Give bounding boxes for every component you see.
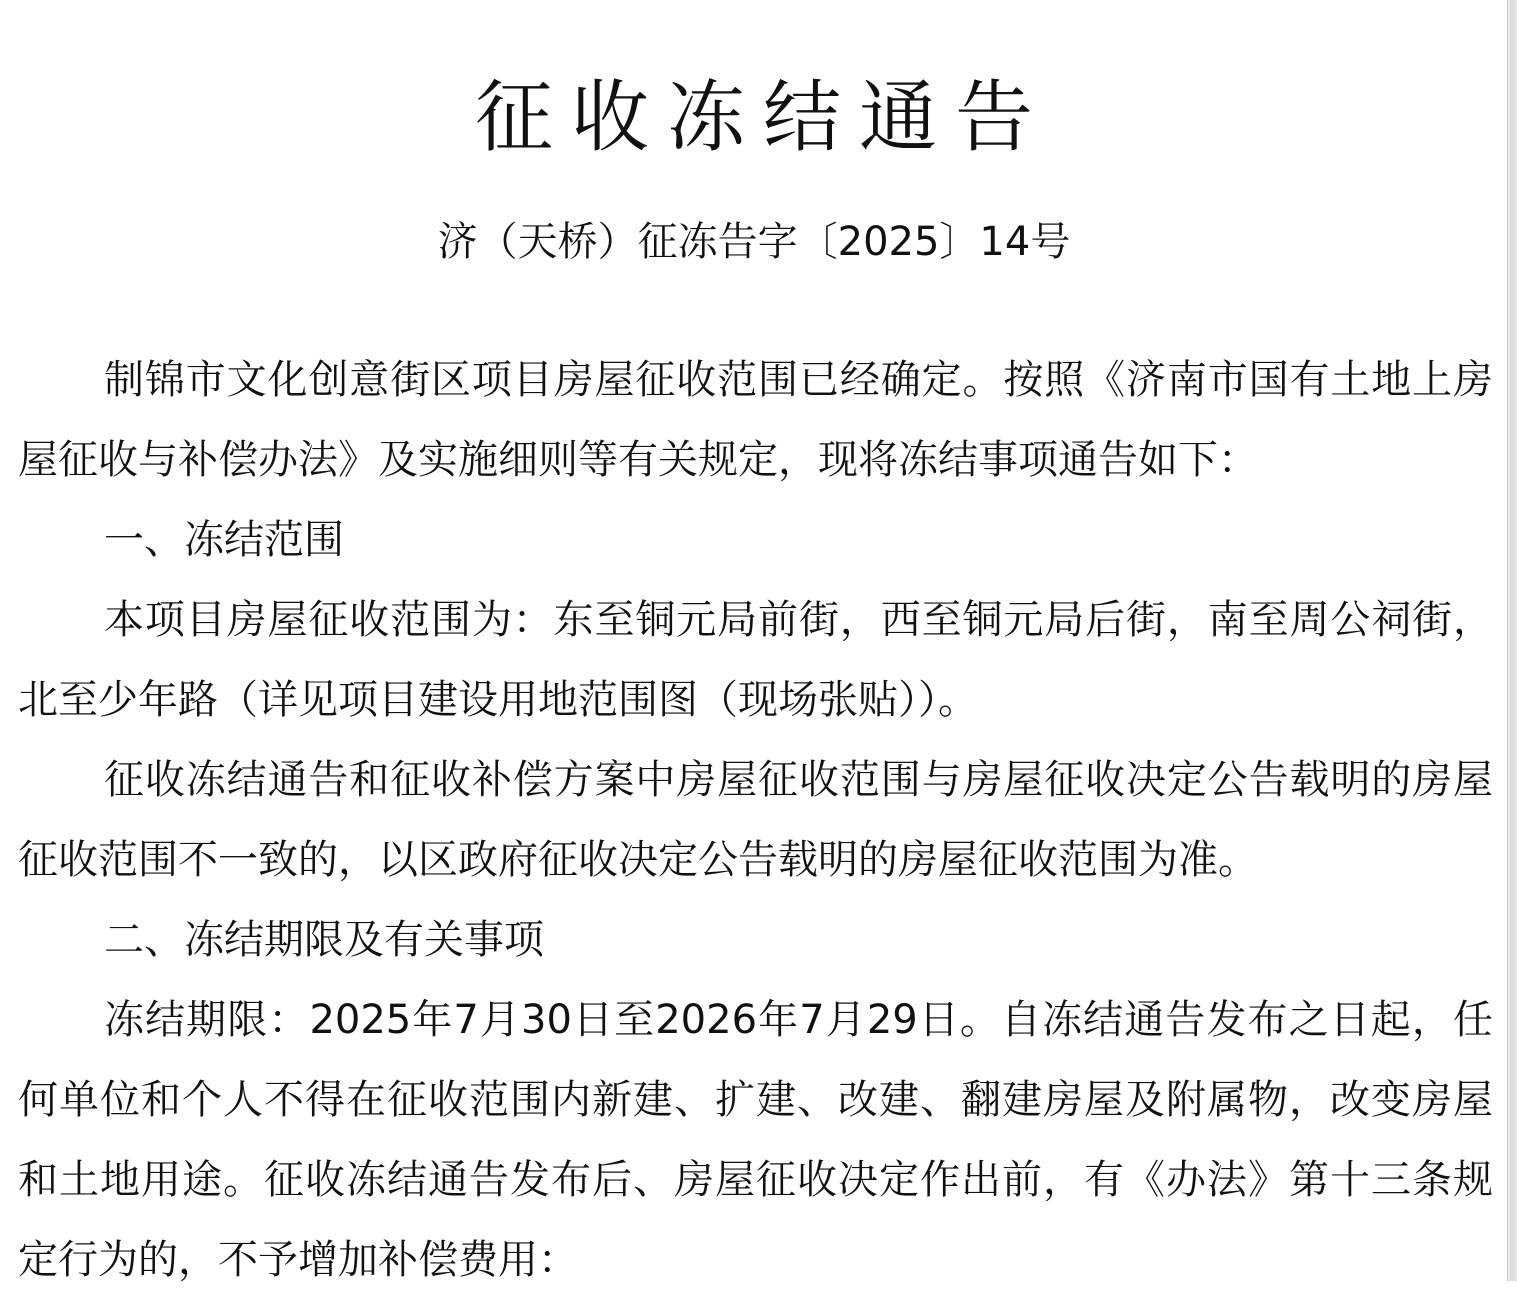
scope-paragraph: 本项目房屋征收范围为：东至铜元局前街，西至铜元局后街，南至周公祠街，北至少年路（详见项目建设用地范围图（现场张贴））。 (18, 597, 1493, 723)
scope-note-paragraph: 征收冻结通告和征收补偿方案中房屋征收范围与房屋征收决定公告载明的房屋征收范围不一致的，以区政府征收决定公告载明的房屋征收范围为准。 (18, 757, 1493, 883)
document-body (18, 340, 1493, 1300)
period-paragraph: 冻结期限：2025年7月30日至2026年7月29日。自冻结通告发布之日起，任何单位和个人不得在征收范围内新建、扩建、改建、翻建房屋及附属物，改变房屋和土地用途。征收冻结通告发布后、房屋征收决定作出前，有《办法》第十三条规定行为的，不予增加补偿费用： (18, 997, 1493, 1283)
intro-paragraph: 制锦市文化创意街区项目房屋征收范围已经确定。按照《济南市国有土地上房屋征收与补偿办法》及实施细则等有关规定，现将冻结事项通告如下： (18, 357, 1493, 483)
section-heading-freeze-period: 二、冻结期限及有关事项 (104, 917, 544, 963)
document-title: 征收冻结通告 (474, 73, 1051, 163)
document-number: 济（天桥）征冻告字〔2025〕14号 (437, 219, 1071, 265)
section-heading-freeze-scope: 一、冻结范围 (104, 517, 344, 563)
window-edge (1507, 0, 1517, 1281)
